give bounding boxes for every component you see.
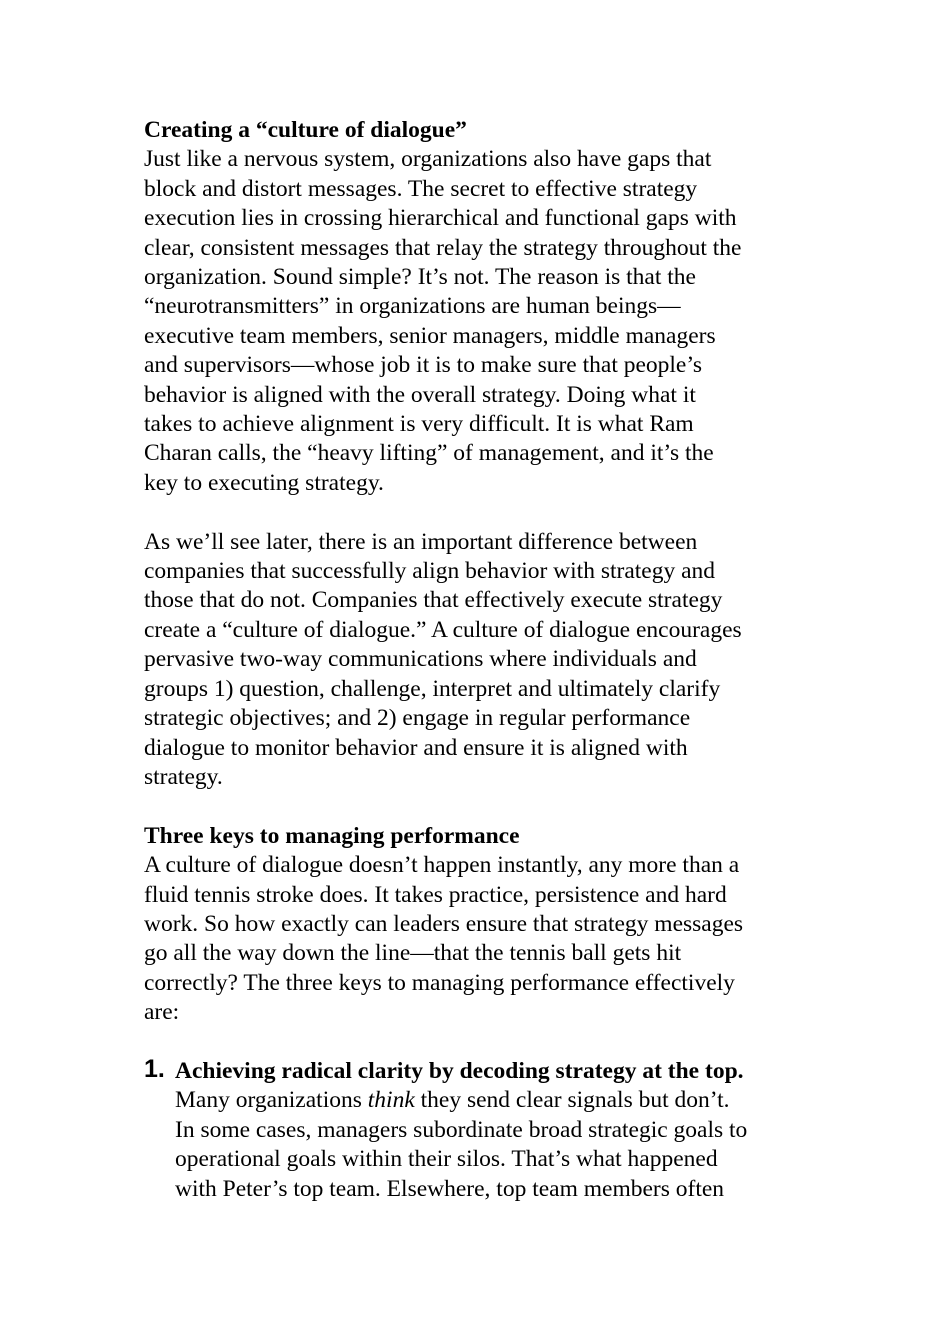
numbered-list-item <box>144 1054 824 1204</box>
body-paragraph: A culture of dialogue doesn’t happen instantly, any more than a fluid tennis stroke does. It takes practice, persistence and hard work. So how exactly can leaders ensure that strategy messages go all the way down the line—that the tennis ball gets hit correctly? The three keys to managing performance effectively are: <box>144 852 744 1026</box>
list-item-emphasis: think <box>367 1087 415 1114</box>
document-page <box>144 116 824 1204</box>
list-item-text: they send clear signals but don’t. In some cases, managers subordinate broad strategic goals to operational goals within their silos. That’s what happened with Peter’s top team. Elsewhere, top team members often <box>175 1087 748 1202</box>
list-item-body <box>175 1086 824 1204</box>
paragraph-spacer <box>144 792 824 821</box>
list-item-text: Many organizations <box>175 1087 368 1114</box>
section-heading-culture-of-dialogue: Creating a “culture of dialogue” <box>144 117 467 143</box>
list-number: 1. <box>144 1054 165 1083</box>
paragraph-spacer <box>144 498 824 527</box>
list-item-title: Achieving radical clarity by decoding strategy at the top. <box>175 1057 744 1084</box>
body-paragraph: As we’ll see later, there is an important difference between companies that successfully align behavior with strategy and those that do not. Companies that effectively execute strategy create a “culture of dialogue.” A culture of dialogue encourages pervasive two-way communications where individuals and groups 1) question, challenge, interpret and ultimately clarify strategic objectives; and 2) engage in regular performance dialogue to monitor behavior and ensure it is aligned with strategy. <box>144 528 742 790</box>
body-paragraph: Just like a nervous system, organizations also have gaps that block and distort messages. The secret to effective strategy execution lies in crossing hierarchical and functional gaps with clear, consistent messages that relay the strategy throughout the organization. Sound simple? It’s not. The reason is that the “neurotransmitters” in organizations are human beings— executive team members, senior managers, middle managers and supervisors—whose job it is to make sure that people’s behavior is aligned with the overall strategy. Doing what it takes to achieve alignment is very difficult. It is what Ram Charan calls, the “heavy lifting” of management, and it’s the key to executing strategy. <box>144 146 742 496</box>
section-heading-three-keys: Three keys to managing performance <box>144 822 520 849</box>
